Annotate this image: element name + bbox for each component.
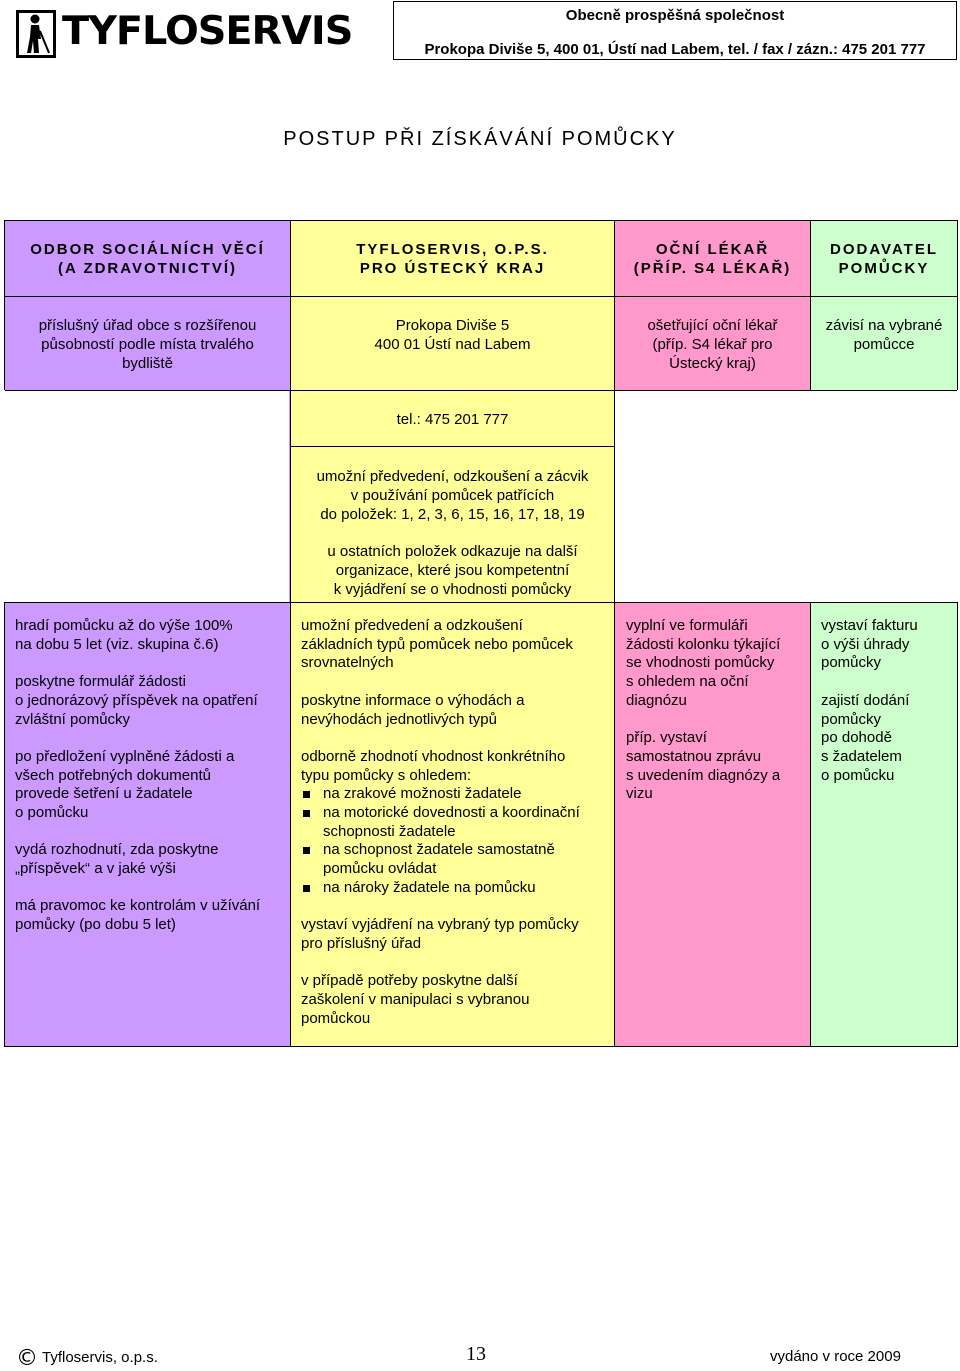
tyfloservis-intro: umožní předvedení, odzkoušení a zácvik v používání pomůcek patřících do položek: 1, 2, 3, 6, 15, 16, 17, 18, 19 u ostatních položek odkazuje na další organizace, které jsou kompetentní k vyjádření se o vhodnosti pomůcky: [316, 468, 589, 598]
company-address: Prokopa Diviše 5, 400 01, Ústí nad Labem, tel. / fax / zázn.: 475 201 777: [424, 41, 926, 58]
logo: [4, 2, 388, 60]
criteria-list: [301, 785, 611, 897]
tel-row-divider: [290, 446, 615, 447]
body-supplier: vystaví fakturu o výši úhrady pomůcky zajistí dodání pomůcky po dohodě s žadatelem o pomůcku: [821, 617, 918, 784]
header-social-office: ODBOR SOCIÁLNÍCH VĚCÍ (A ZDRAVOTNICTVÍ): [30, 241, 265, 277]
publisher-name: Tyfloservis, o.p.s.: [42, 1349, 158, 1366]
sub-social-office: příslušný úřad obce s rozšířenou působností podle místa trvalého bydliště: [38, 317, 257, 372]
border-mask-right: [957, 390, 958, 602]
header-eye-doctor: OČNÍ LÉKAŘ (PŘÍP. S4 LÉKAŘ): [633, 241, 792, 277]
border-mask: [4, 390, 5, 602]
issued-year: vydáno v roce 2009: [770, 1348, 901, 1365]
list-item: na zrakové možnosti žadatele: [301, 785, 611, 804]
logo-text: TYFLOSERVIS: [62, 9, 353, 54]
list-item: na nároky žadatele na pomůcku: [301, 879, 611, 898]
header-supplier: DODAVATEL POMŮCKY: [830, 241, 938, 277]
sub-tyfloservis: Prokopa Diviše 5 400 01 Ústí nad Labem: [374, 317, 531, 353]
blank-cell-right: [615, 391, 957, 602]
body-row-divider: [4, 602, 958, 603]
blank-cell-left: [5, 391, 289, 602]
copyright-icon: ©: [16, 1346, 38, 1371]
footer-publisher: [16, 1346, 158, 1371]
blind-person-logo-icon: [16, 10, 56, 58]
company-info-box: [393, 1, 957, 60]
tyfloservis-phone: tel.: 475 201 777: [396, 411, 509, 428]
sub-supplier: závisí na vybrané pomůcce: [825, 317, 943, 353]
company-type: Obecně prospěšná společnost: [565, 7, 785, 24]
header-tyfloservis: TYFLOSERVIS, O.P.S. PRO ÚSTECKÝ KRAJ: [356, 241, 549, 277]
page-title: POSTUP PŘI ZÍSKÁVÁNÍ POMŮCKY: [283, 128, 677, 150]
page-number: 13: [466, 1343, 486, 1365]
sub-eye-doctor: ošetřující oční lékař (příp. S4 lékař pro Ústecký kraj): [647, 317, 778, 372]
body-social-office: hradí pomůcku až do výše 100% na dobu 5 let (viz. skupina č.6) poskytne formulář žádosti o jednorázový příspěvek na opatření zvláštní pomůcky po předložení vyplněné žádosti a všech potřebných dokumentů provede šetření u žadatele o pomůcku vydá rozhodnutí, zda poskytne „příspěvek“ a v jaké výši má pravomoc ke kontrolám v užívání pomůcky (po dobu 5 let): [15, 617, 261, 934]
body-eye-doctor: vyplní ve formuláři žádosti kolonku týkající se vhodnosti pomůcky s ohledem na oční diagnózu příp. vystaví samostatnou zprávu s uvedením diagnózy a vizu: [626, 617, 781, 803]
list-item: na schopnost žadatele samostatně pomůcku ovládat: [301, 841, 611, 878]
header-row-divider: [4, 296, 958, 297]
body-tyfloservis: umožní předvedení a odzkoušení základních typů pomůcek nebo pomůcek srovnatelných poskytne informace o výhodách a nevýhodách jednotlivých typů odborně zhodnotí vhodnost konkrétního typu pomůcky s ohledem: na zrakové možnosti žadatele na motorické dovednosti a koordinační schopnosti žadatele na schopnost žadatele samostatně pomůcku ovládat na nároky žadatele na pomůcku vystaví vyjádření na vybraný typ pomůcky pro příslušný úřad v případě potřeby poskytne další zaškolení v manipulaci s vybranou pomůckou: [301, 617, 611, 1047]
list-item: na motorické dovednosti a koordinační schopnosti žadatele: [301, 804, 611, 841]
